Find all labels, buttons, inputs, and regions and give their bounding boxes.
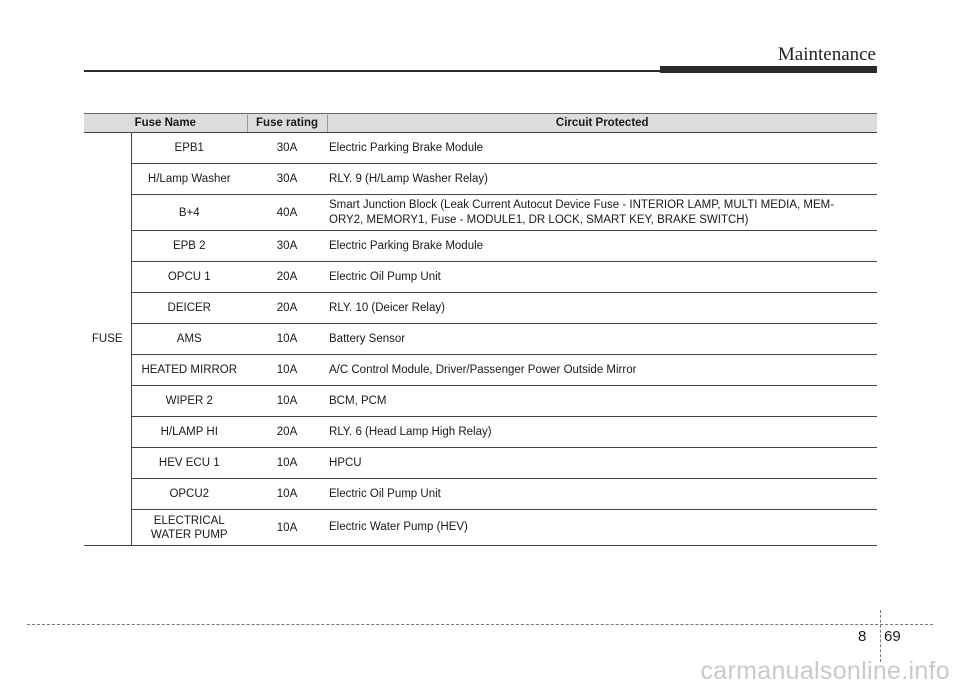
circuit-protected-cell: Electric Parking Brake Module xyxy=(327,231,877,262)
watermark-text: carmanualsonline.info xyxy=(700,657,950,685)
footer-dashed-rule xyxy=(27,624,933,625)
table-row xyxy=(84,479,877,510)
fuse-rating-cell: 40A xyxy=(247,195,327,231)
circuit-protected-cell: RLY. 9 (H/Lamp Washer Relay) xyxy=(327,164,877,195)
circuit-protected-cell: Electric Oil Pump Unit xyxy=(327,479,877,510)
fuse-rating-cell: 10A xyxy=(247,355,327,386)
table-row xyxy=(84,324,877,355)
fuse-name-cell: OPCU 1 xyxy=(131,262,247,293)
fuse-name-cell: H/LAMP HI xyxy=(131,417,247,448)
fuse-rating-cell: 20A xyxy=(247,417,327,448)
circuit-protected-cell: RLY. 6 (Head Lamp High Relay) xyxy=(327,417,877,448)
header-fuse-rating: Fuse rating xyxy=(247,114,327,133)
fuse-name-cell: B+4 xyxy=(131,195,247,231)
fuse-rating-cell: 10A xyxy=(247,510,327,546)
fuse-name-cell: AMS xyxy=(131,324,247,355)
fuse-rating-cell: 10A xyxy=(247,324,327,355)
page-number: 69 xyxy=(884,628,901,645)
table-row xyxy=(84,133,877,164)
circuit-protected-cell: HPCU xyxy=(327,448,877,479)
fuse-name-cell: H/Lamp Washer xyxy=(131,164,247,195)
fuse-name-cell: WIPER 2 xyxy=(131,386,247,417)
table-row xyxy=(84,262,877,293)
fuse-name-cell: HEATED MIRROR xyxy=(131,355,247,386)
header-circuit-protected: Circuit Protected xyxy=(327,114,877,133)
page-section-number: 8 xyxy=(858,628,867,645)
table-header-row xyxy=(84,114,877,133)
header-rule-thin xyxy=(84,70,660,72)
fuse-rating-cell: 30A xyxy=(247,164,327,195)
table-row xyxy=(84,417,877,448)
fuse-rating-cell: 10A xyxy=(247,479,327,510)
fuse-name-cell: OPCU2 xyxy=(131,479,247,510)
table-row xyxy=(84,195,877,231)
table-row xyxy=(84,510,877,546)
table-row xyxy=(84,293,877,324)
fuse-rating-cell: 20A xyxy=(247,262,327,293)
fuse-table xyxy=(84,113,877,546)
circuit-protected-cell: Smart Junction Block (Leak Current Autocut Device Fuse - INTERIOR LAMP, MULTI MEDIA, MEM- ORY2, MEMORY1, Fuse - MODULE1, DR LOCK, SMART KEY, BRAKE SWITCH) xyxy=(327,195,877,231)
fuse-rating-cell: 30A xyxy=(247,231,327,262)
header-fuse-name: Fuse Name xyxy=(84,114,247,133)
fuse-group-label: FUSE xyxy=(84,133,131,546)
circuit-protected-cell: RLY. 10 (Deicer Relay) xyxy=(327,293,877,324)
fuse-name-cell: EPB 2 xyxy=(131,231,247,262)
fuse-rating-cell: 20A xyxy=(247,293,327,324)
footer-dashed-divider xyxy=(880,610,881,662)
fuse-table-body xyxy=(84,133,877,546)
header-rule-thick xyxy=(660,66,877,73)
fuse-name-cell: HEV ECU 1 xyxy=(131,448,247,479)
circuit-protected-cell: BCM, PCM xyxy=(327,386,877,417)
fuse-name-cell: DEICER xyxy=(131,293,247,324)
table-row xyxy=(84,231,877,262)
page-header-title: Maintenance xyxy=(777,44,876,65)
fuse-rating-cell: 10A xyxy=(247,386,327,417)
circuit-protected-cell: Electric Oil Pump Unit xyxy=(327,262,877,293)
table-row xyxy=(84,355,877,386)
table-row xyxy=(84,164,877,195)
table-row xyxy=(84,448,877,479)
table-row xyxy=(84,386,877,417)
circuit-protected-cell: A/C Control Module, Driver/Passenger Power Outside Mirror xyxy=(327,355,877,386)
fuse-rating-cell: 30A xyxy=(247,133,327,164)
fuse-name-cell: ELECTRICAL WATER PUMP xyxy=(131,510,247,546)
circuit-protected-cell: Electric Water Pump (HEV) xyxy=(327,510,877,546)
fuse-rating-cell: 10A xyxy=(247,448,327,479)
circuit-protected-cell: Battery Sensor xyxy=(327,324,877,355)
circuit-protected-cell: Electric Parking Brake Module xyxy=(327,133,877,164)
fuse-name-cell: EPB1 xyxy=(131,133,247,164)
